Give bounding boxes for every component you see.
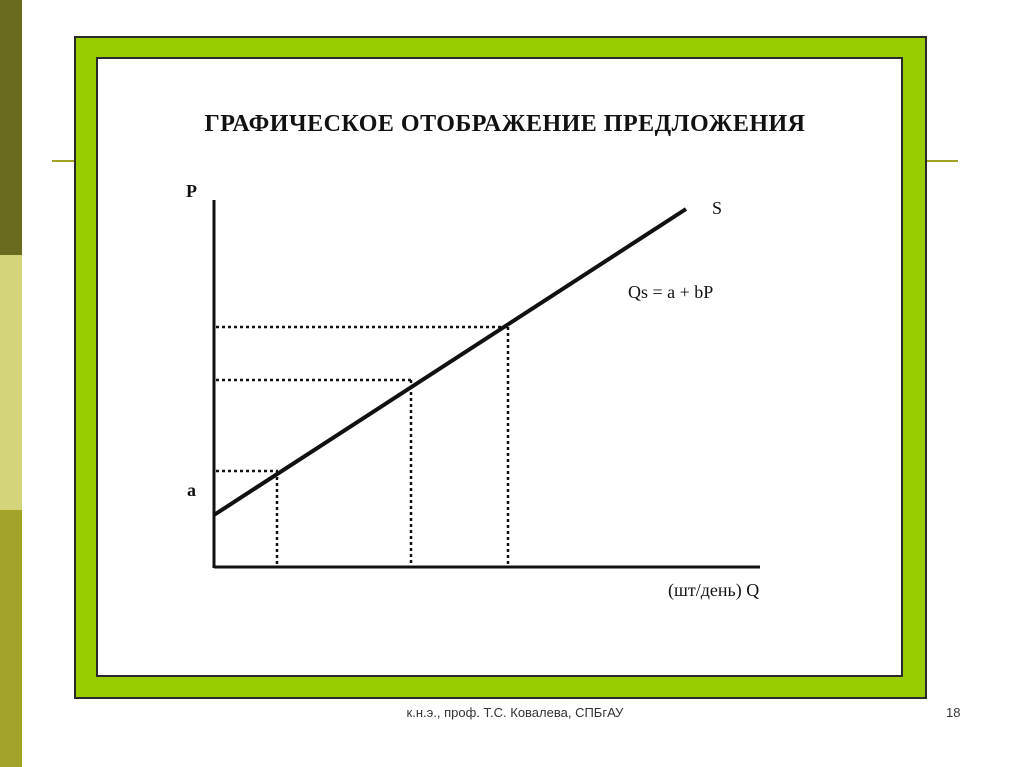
x-axis-label: (шт/день) Q (668, 580, 760, 600)
supply-curve (214, 209, 686, 515)
footer-text: к.н.э., проф. Т.С. Ковалева, СПБгАУ (406, 705, 624, 720)
slide-title: ГРАФИЧЕСКОЕ ОТОБРАЖЕНИЕ ПРЕДЛОЖЕНИЯ (204, 111, 806, 137)
page-number: 18 (946, 705, 961, 720)
equation-label: Qs = a + bP (628, 282, 714, 302)
intercept-label: a (187, 480, 196, 500)
curve-label: S (712, 198, 723, 218)
y-axis-label: P (186, 181, 197, 201)
